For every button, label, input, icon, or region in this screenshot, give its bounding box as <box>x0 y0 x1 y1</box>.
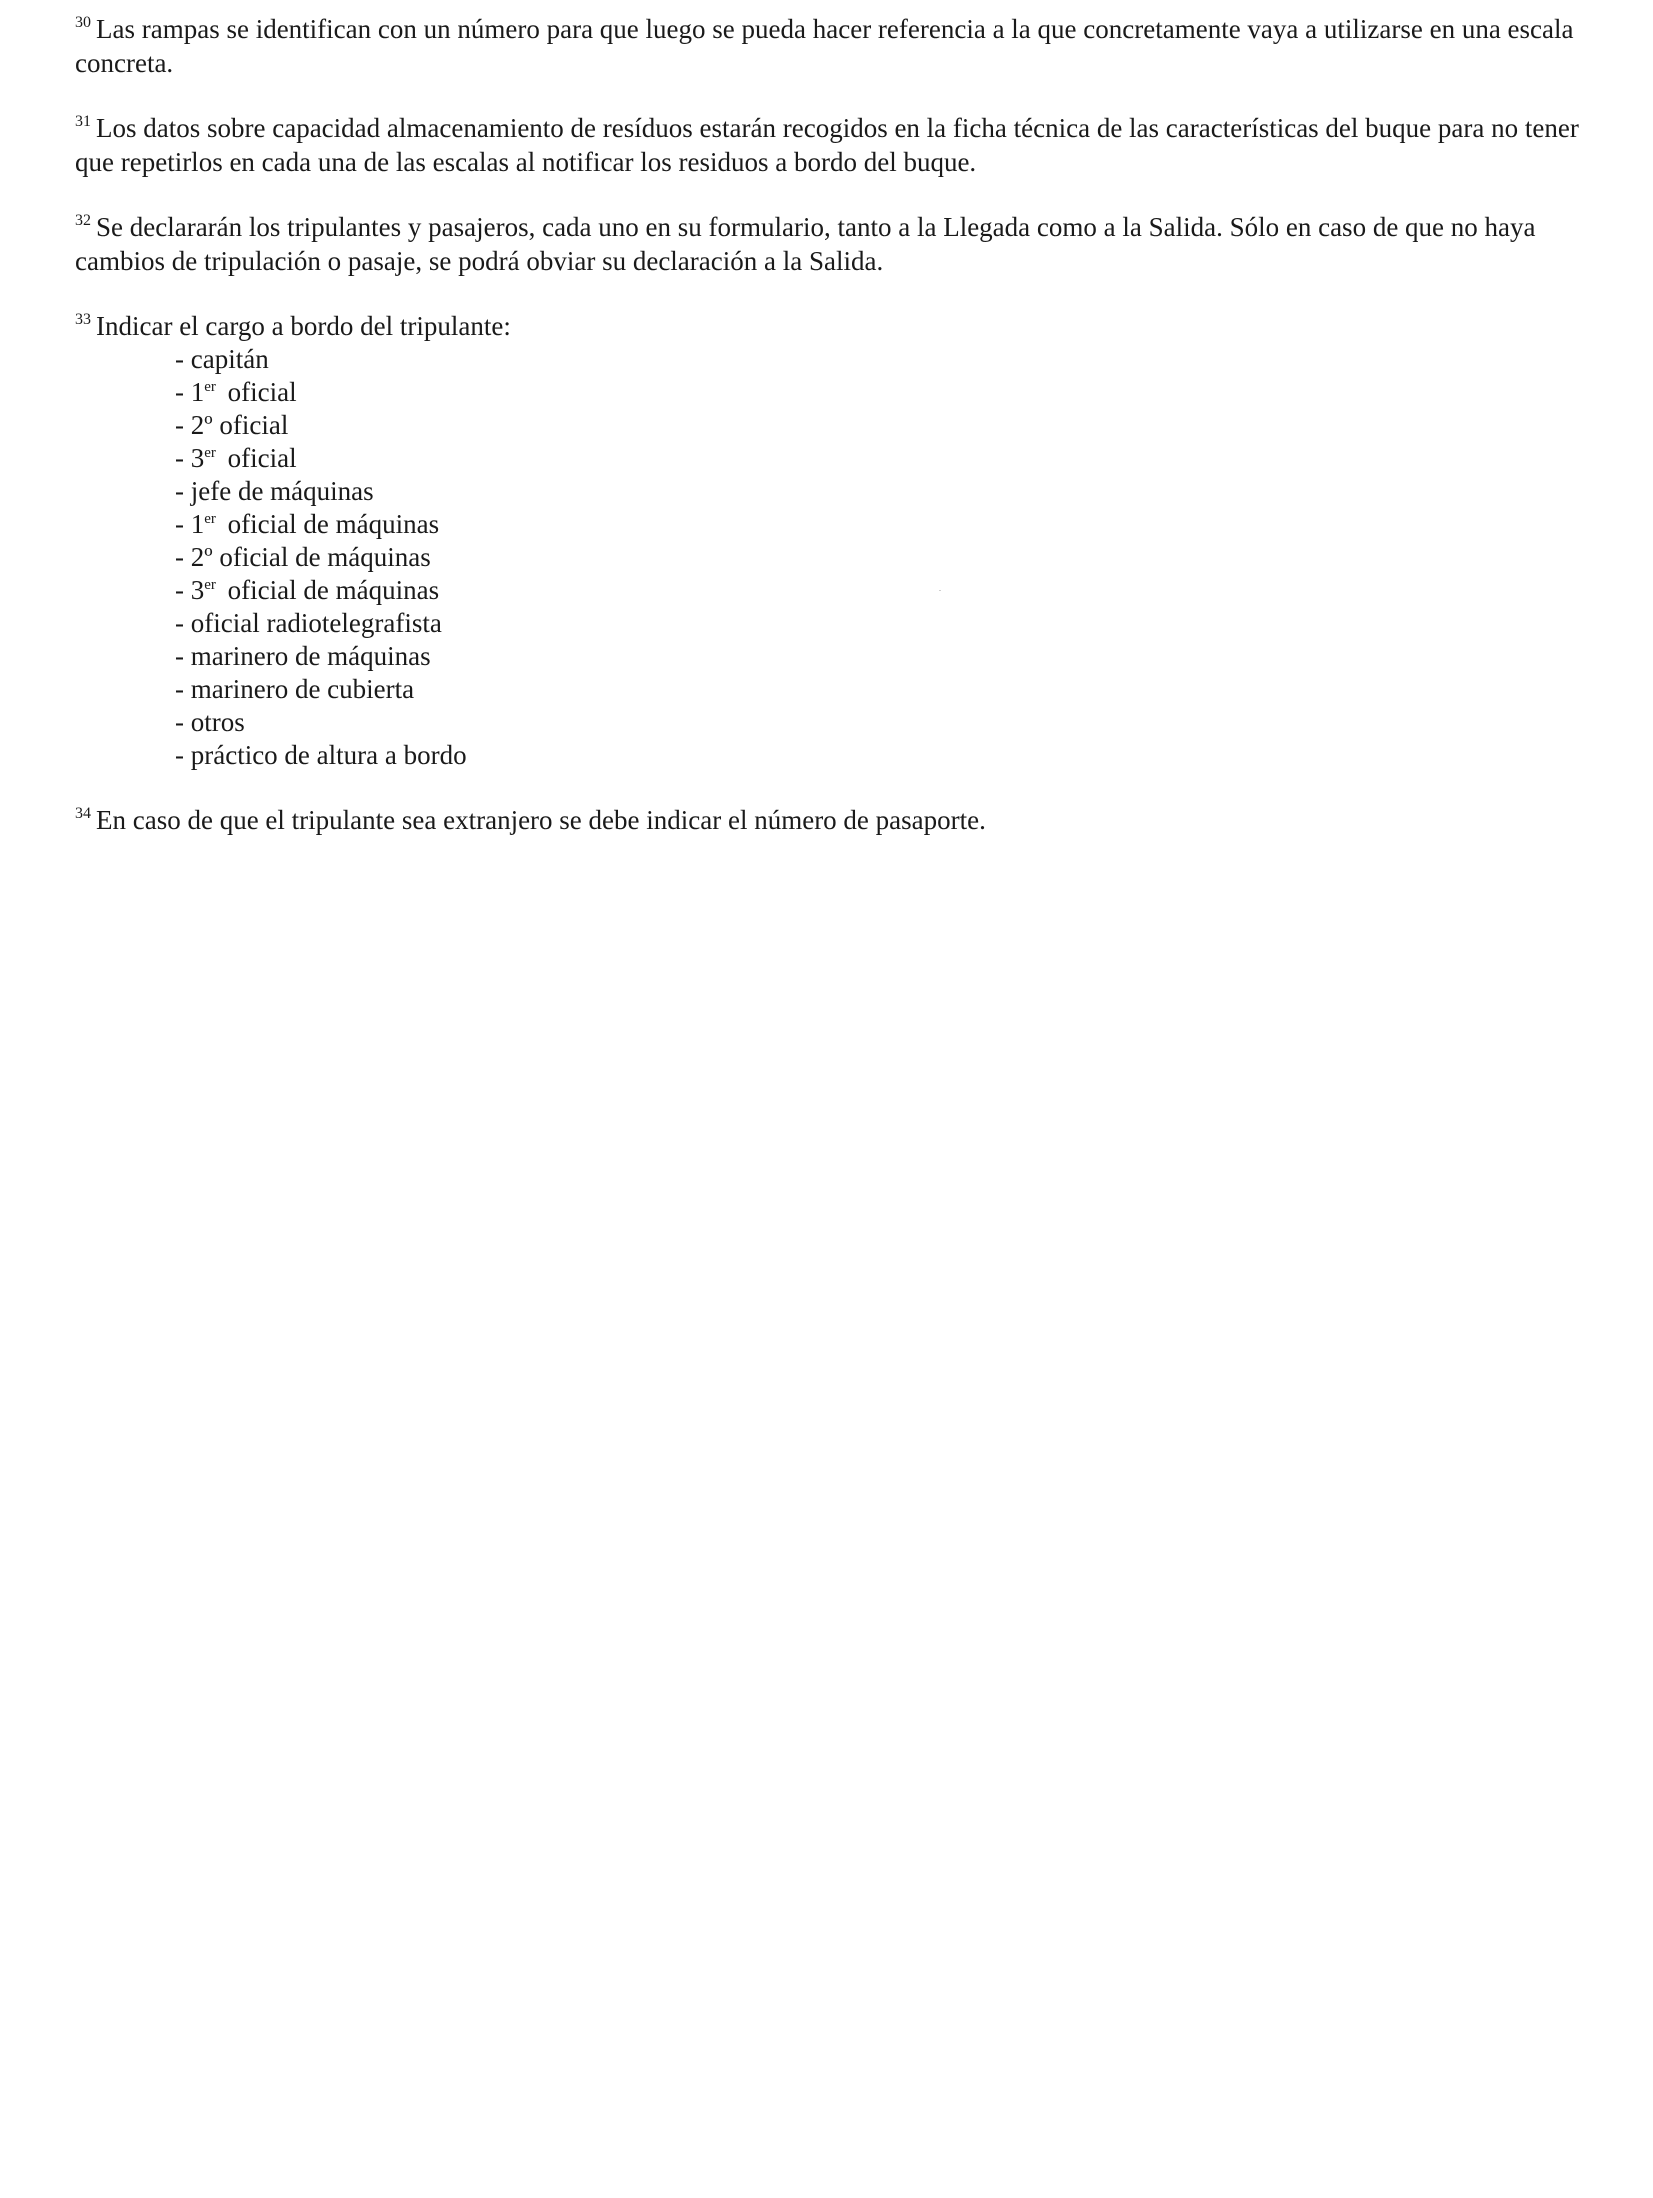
footnote-number: 30 <box>75 14 91 31</box>
list-item: - 3er oficial de máquinas <box>175 575 440 605</box>
footnote-text: En caso de que el tripulante sea extranjero se debe indicar el número de pasaporte. <box>96 805 986 835</box>
list-item: - marinero de máquinas <box>175 641 431 671</box>
footnote-text: Indicar el cargo a bordo del tripulante: <box>96 311 511 341</box>
list-item: - 2º oficial de máquinas <box>175 542 431 572</box>
footnote-31 <box>75 111 1620 179</box>
footnote-number: 31 <box>75 113 91 130</box>
list-item: - oficial radiotelegrafista <box>175 608 442 638</box>
footnote-number: 32 <box>75 212 91 229</box>
list-item: - otros <box>175 707 245 737</box>
list-item: - capitán <box>175 344 269 374</box>
footnote-text: Se declararán los tripulantes y pasajeros, cada uno en su formulario, tanto a la Llegada como a la Salida. Sólo en caso de que no haya cambios de tripulación o pasaje, se podrá obviar su declaración a la Salida. <box>75 212 1536 276</box>
list-item: - marinero de cubierta <box>175 674 415 704</box>
list-item: - 1er oficial <box>175 377 297 407</box>
footnotes-page <box>75 12 1620 868</box>
scan-speck <box>939 590 941 591</box>
footnote-32 <box>75 210 1620 278</box>
list-item: - jefe de máquinas <box>175 476 374 506</box>
list-item: - 1er oficial de máquinas <box>175 509 440 539</box>
list-item: - 2º oficial <box>175 410 289 440</box>
footnote-34 <box>75 803 1620 837</box>
crew-role-list <box>75 343 1620 772</box>
list-item: - práctico de altura a bordo <box>175 740 467 770</box>
list-item: - 3er oficial <box>175 443 297 473</box>
footnote-30 <box>75 12 1620 80</box>
footnote-text: Los datos sobre capacidad almacenamiento de resíduos estarán recogidos en la ficha técnica de las características del buque para no tener que repetirlos en cada una de las escalas al notificar los residuos a bordo del buque. <box>75 113 1579 177</box>
footnote-number: 34 <box>75 805 91 822</box>
footnote-text: Las rampas se identifican con un número para que luego se pueda hacer referencia a la que concretamente vaya a utilizarse en una escala concreta. <box>75 14 1574 78</box>
footnote-33 <box>75 309 1620 772</box>
footnote-number: 33 <box>75 311 91 328</box>
